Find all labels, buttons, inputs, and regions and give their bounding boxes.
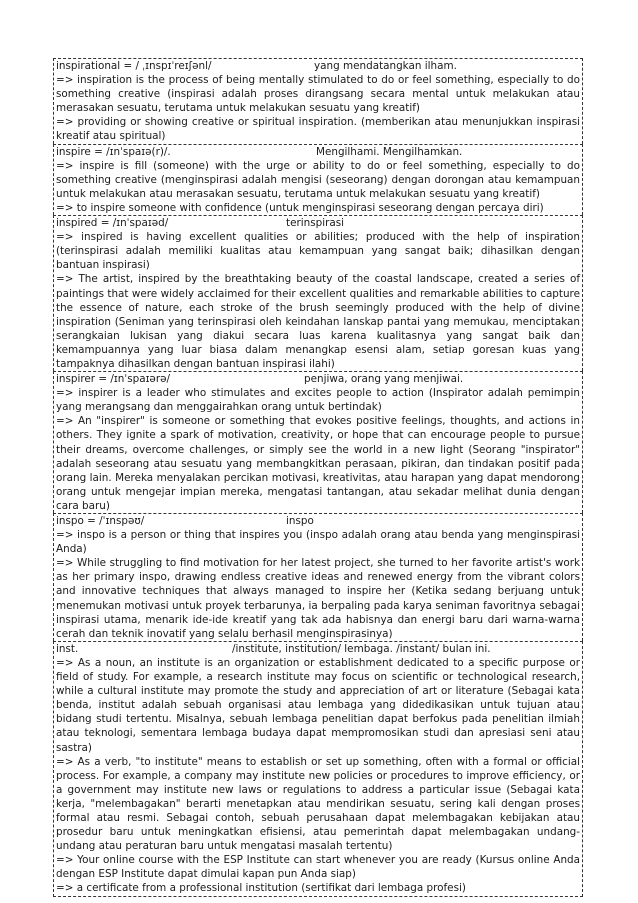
entry-meaning: inspo: [286, 515, 314, 527]
entry-meaning: terinspirasi: [286, 217, 345, 230]
entry-meaning: penjiwa, orang yang menjiwai.: [304, 373, 464, 386]
entry-header: [56, 145, 580, 159]
entry-line: => inspirer is a leader who stimulates and excites people to action (Inspirator adalah pemimpin yang merangsang dan menggairahkan orang untuk bertindak): [56, 387, 580, 414]
entry-meaning: yang mendatangkan ilham.: [314, 60, 457, 72]
entry-line: => inspiration is the process of being mentally stimulated to do or feel something, especially to do something creative (inspirasi adalah proses dirangsang secara mental untuk melakukan atau merasakan sesuatu, terutama untuk melakukan sesuatu yang kreatif): [56, 74, 580, 115]
entry-inspirational: [53, 58, 583, 144]
entry-term: inspired = /ɪnˈspaɪəd/: [56, 217, 169, 230]
entry-term: inspo = /ˈɪnspəʊ/: [56, 515, 145, 527]
entry-line: => inspo is a person or thing that inspires you (inspo adalah orang atau benda yang menginspirasi Anda): [56, 529, 580, 556]
entry-term: inst.: [56, 642, 79, 655]
entry-header: [56, 372, 580, 386]
entry-line: => While struggling to find motivation for her latest project, she turned to her favorite artist's work as her primary inspo, drawing endless creative ideas and renewed energy from the vibrant colors and innovative techniques that always managed to inspire her (Ketika sedang berjuang untuk menemukan motivasi untuk proyek terbarunya, ia berpaling pada karya seniman favoritnya sebagai inspirasi utama, menarik ide-ide kreatif yang tak ada habisnya dan energi baru dari warna-warna cerah dan teknik inovatif yang selalu berhasil menginspirasinya): [56, 557, 580, 640]
entry-header: [56, 216, 580, 230]
entry-inspirer: [53, 371, 583, 513]
entry-line: => As a verb, "to institute" means to establish or set up something, often with a formal or official process. For example, a company may institute new policies or procedures to improve efficiency, or a government may institute new laws or regulations to address a particular issue (Sebagai kata kerja, "melembagakan" berarti menetapkan atau mendirikan sesuatu, sering kali dengan proses formal atau resmi. Sebagai contoh, sebuah perusahaan dapat melembagakan kebijakan atau prosedur baru untuk meningkatkan efisiensi, atau pemerintah dapat melembagakan undang-undang atau peraturan baru untuk mengatasi masalah tertentu): [56, 755, 580, 853]
entry-line: => providing or showing creative or spiritual inspiration. (memberikan atau menunjukkan inspirasi kreatif atau spiritual): [56, 116, 580, 143]
entry-header: [56, 59, 580, 73]
entry-line: => inspire is fill (someone) with the urge or ability to do or feel something, especially to do something creative (menginspirasi adalah mengisi (seseorang) dengan dorongan atau kemampuan untuk melakukan atau merasakan sesuatu, terutama untuk melakukan sesuatu yang kreatif): [56, 159, 580, 200]
entry-term: inspirer = /ɪnˈspaɪərə/: [56, 373, 170, 386]
entry-header: [56, 642, 580, 656]
entry-line: => As a noun, an institute is an organization or establishment dedicated to a specific purpose or field of study. For example, a research institute may focus on scientific or technological research, while a cultural institute may promote the study and appreciation of art or literature (Sebagai kata benda, institut adalah sebuah organisasi atau lembaga yang didedikasikan untuk tujuan atau bidang studi tertentu. Misalnya, sebuah lembaga penelitian dapat berfokus pada penelitian ilmiah atau teknologi, sementara lembaga budaya dapat mempromosikan studi dan apresiasi seni atau sastra): [56, 656, 580, 754]
entry-line: => Your online course with the ESP Institute can start whenever you are ready (Kursus online Anda dengan ESP Institute dapat dimulai kapan pun Anda siap): [56, 854, 580, 881]
entry-line: => The artist, inspired by the breathtaking beauty of the coastal landscape, created a series of paintings that were widely acclaimed for their excellent qualities and remarkable abilities to capture the essence of nature, each stroke of the brush seemingly produced with the help of divine inspiration (Seniman yang terinspirasi oleh keindahan lanskap pantai yang memukau, menciptakan serangkaian lukisan yang diakui secara luas karena kualitasnya yang sangat baik dan kemampuannya yang luar biasa dalam menangkap esensi alam, setiap goresan kuas yang tampaknya dihasilkan dengan bantuan inspirasi ilahi): [56, 273, 580, 370]
dictionary-page: [53, 58, 583, 897]
entry-line: => An "inspirer" is someone or something that evokes positive feelings, thoughts, and actions in others. They ignite a spark of motivation, creativity, or hope that can encourage people to pursue their dreams, overcome challenges, or simply see the world in a new light (Seorang "inspirator" adalah seseorang atau sesuatu yang membangkitkan perasaan, pikiran, dan tindakan positif pada orang lain. Mereka menyalakan percikan motivasi, kreativitas, atau harapan yang dapat mendorong orang untuk mengejar impian mereka, mengatasi tantangan, atau sekadar melihat dunia dengan cara baru): [56, 415, 580, 512]
entry-inspired: [53, 215, 583, 371]
entry-line: => to inspire someone with confidence (untuk menginspirasi seseorang dengan percaya diri): [56, 201, 544, 214]
entry-line: => inspired is having excellent qualities or abilities; produced with the help of inspiration (terinspirasi adalah memiliki kualitas atau kemampuan yang sangat baik; dihasilkan dengan bantuan inspirasi): [56, 231, 580, 272]
entry-inspire: [53, 144, 583, 215]
entry-inst: [53, 641, 583, 897]
entry-inspo: [53, 513, 583, 641]
entry-term: inspire = /ɪnˈspaɪə(r)/.: [56, 145, 171, 158]
entry-header: [56, 514, 580, 528]
entry-term: inspirational = / ˌɪnspɪˈreɪʃənl/: [56, 60, 212, 72]
entry-meaning: Mengilhami. Mengilhamkan.: [316, 145, 463, 158]
entry-line: => a certificate from a professional institution (sertifikat dari lembaga profesi): [56, 882, 466, 895]
entry-meaning: /institute, institution/ lembaga. /instant/ bulan ini.: [232, 642, 491, 655]
